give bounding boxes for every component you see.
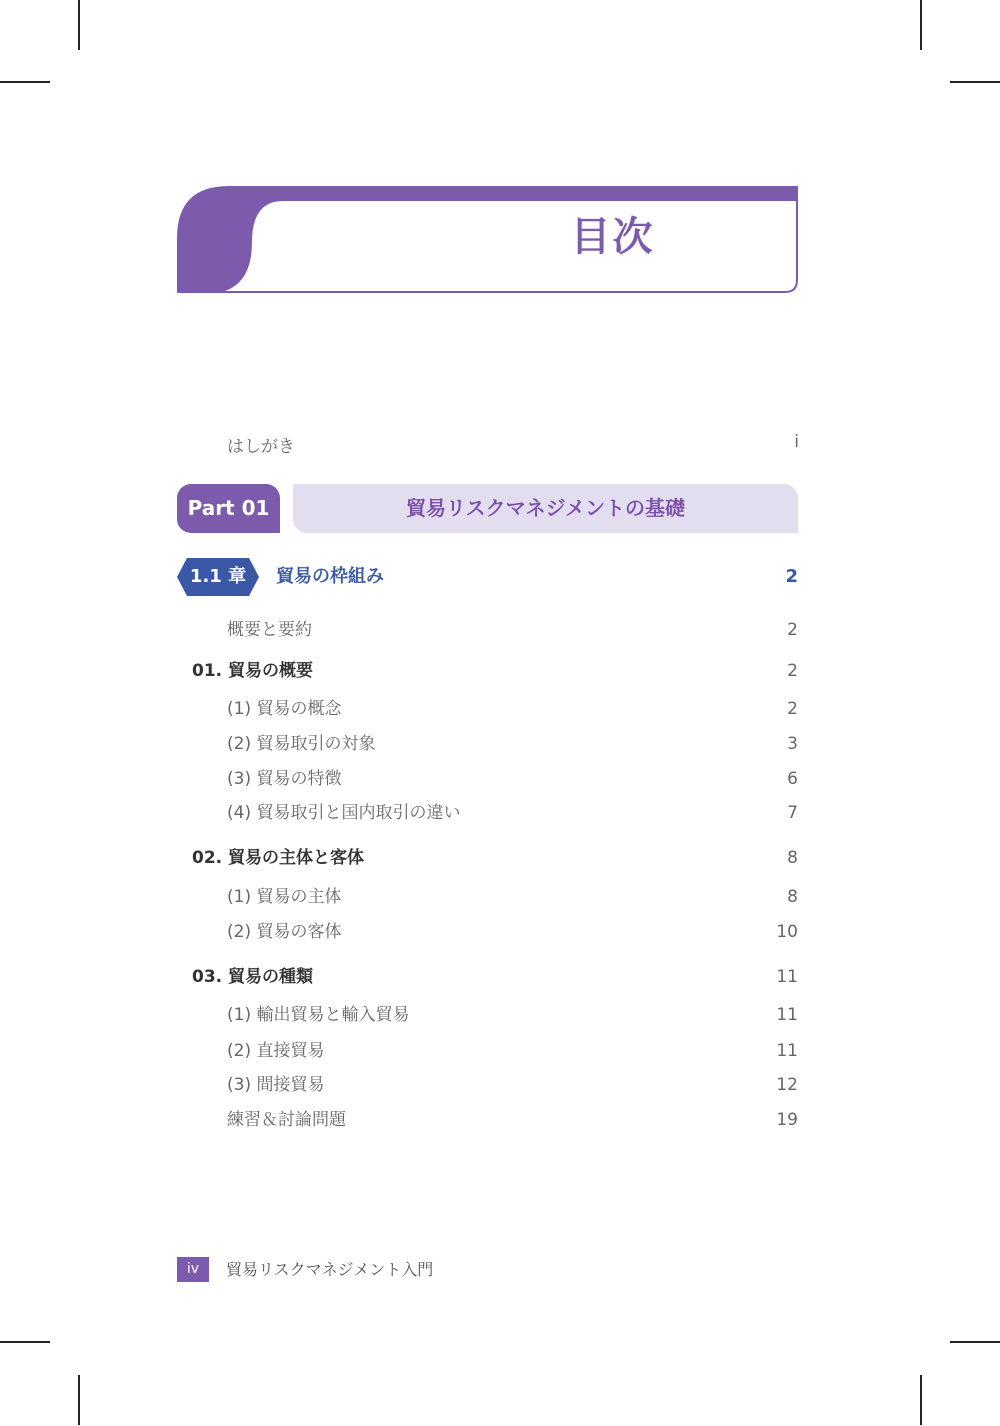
chapter-badge [177, 558, 259, 596]
toc-section[interactable] [192, 658, 798, 684]
page-title: 目次 [570, 214, 655, 260]
toc-entry[interactable] [227, 1038, 798, 1064]
toc-entry-page: 11 [776, 1041, 798, 1061]
toc-section-text: 02. 貿易の主体と客体 [192, 848, 365, 868]
toc-entry-text: (2) 貿易取引の対象 [227, 734, 376, 754]
toc-entry-text: (2) 貿易の客体 [227, 922, 342, 942]
crop-mark [0, 1341, 50, 1343]
toc-section-text: 01. 貿易の概要 [192, 661, 314, 681]
chapter-heading[interactable] [177, 558, 798, 598]
chapter-number: 1.1 章 [189, 566, 247, 587]
toc-entry[interactable] [227, 1107, 798, 1133]
toc-section[interactable] [192, 964, 798, 990]
toc-entry[interactable] [227, 884, 798, 910]
crop-mark [920, 1375, 922, 1425]
chapter-title: 貿易の枠組み [276, 566, 384, 587]
crop-mark [950, 1341, 1000, 1343]
chapter-page: 2 [785, 566, 798, 587]
crop-mark [0, 81, 50, 83]
toc-section-page: 8 [787, 848, 798, 868]
toc-entry-page: 8 [787, 887, 798, 907]
toc-entry-text: (1) 貿易の概念 [227, 699, 342, 719]
toc-entry-text: 概要と要約 [227, 620, 312, 640]
toc-entry[interactable] [227, 919, 798, 945]
toc-entry-text: 練習＆討論問題 [227, 1110, 346, 1130]
toc-entry-page: 2 [787, 699, 798, 719]
toc-entry[interactable] [227, 1002, 798, 1028]
toc-entry-page: 19 [776, 1110, 798, 1130]
toc-entry-page: i [794, 432, 799, 452]
toc-entry-text: (3) 貿易の特徴 [227, 769, 342, 789]
toc-entry-page: 7 [787, 803, 798, 823]
toc-entry-page: 11 [776, 1005, 798, 1025]
running-footer-title: 貿易リスクマネジメント入門 [226, 1260, 434, 1279]
toc-entry[interactable] [227, 766, 798, 792]
toc-entry[interactable] [227, 731, 798, 757]
part-label: Part 01 [177, 484, 280, 533]
toc-entry[interactable] [227, 617, 798, 643]
toc-section-page: 11 [776, 967, 798, 987]
crop-mark [78, 0, 80, 50]
crop-mark [78, 1375, 80, 1425]
toc-entry[interactable] [227, 696, 798, 722]
toc-entry-text: (3) 間接貿易 [227, 1075, 325, 1095]
toc-entry[interactable] [227, 1072, 798, 1098]
toc-entry-preface[interactable] [227, 432, 799, 460]
toc-entry-text: (1) 貿易の主体 [227, 887, 342, 907]
toc-entry[interactable] [227, 800, 798, 826]
crop-mark [950, 81, 1000, 83]
toc-entry-text: (1) 輸出貿易と輸入貿易 [227, 1005, 410, 1025]
toc-entry-page: 3 [787, 734, 798, 754]
toc-entry-page: 2 [787, 620, 798, 640]
toc-entry-page: 6 [787, 769, 798, 789]
title-banner [177, 186, 798, 293]
toc-entry-page: 12 [776, 1075, 798, 1095]
toc-entry-page: 10 [776, 922, 798, 942]
toc-section[interactable] [192, 845, 798, 871]
toc-section-page: 2 [787, 661, 798, 681]
toc-entry-text: はしがき [227, 437, 295, 457]
toc-entry-text: (4) 貿易取引と国内取引の違い [227, 803, 461, 823]
crop-mark [920, 0, 922, 50]
part-title: 貿易リスクマネジメントの基礎 [293, 484, 798, 533]
toc-section-text: 03. 貿易の種類 [192, 967, 314, 987]
part-heading [177, 484, 798, 534]
page-number: iv [177, 1257, 209, 1282]
toc-entry-text: (2) 直接貿易 [227, 1041, 325, 1061]
